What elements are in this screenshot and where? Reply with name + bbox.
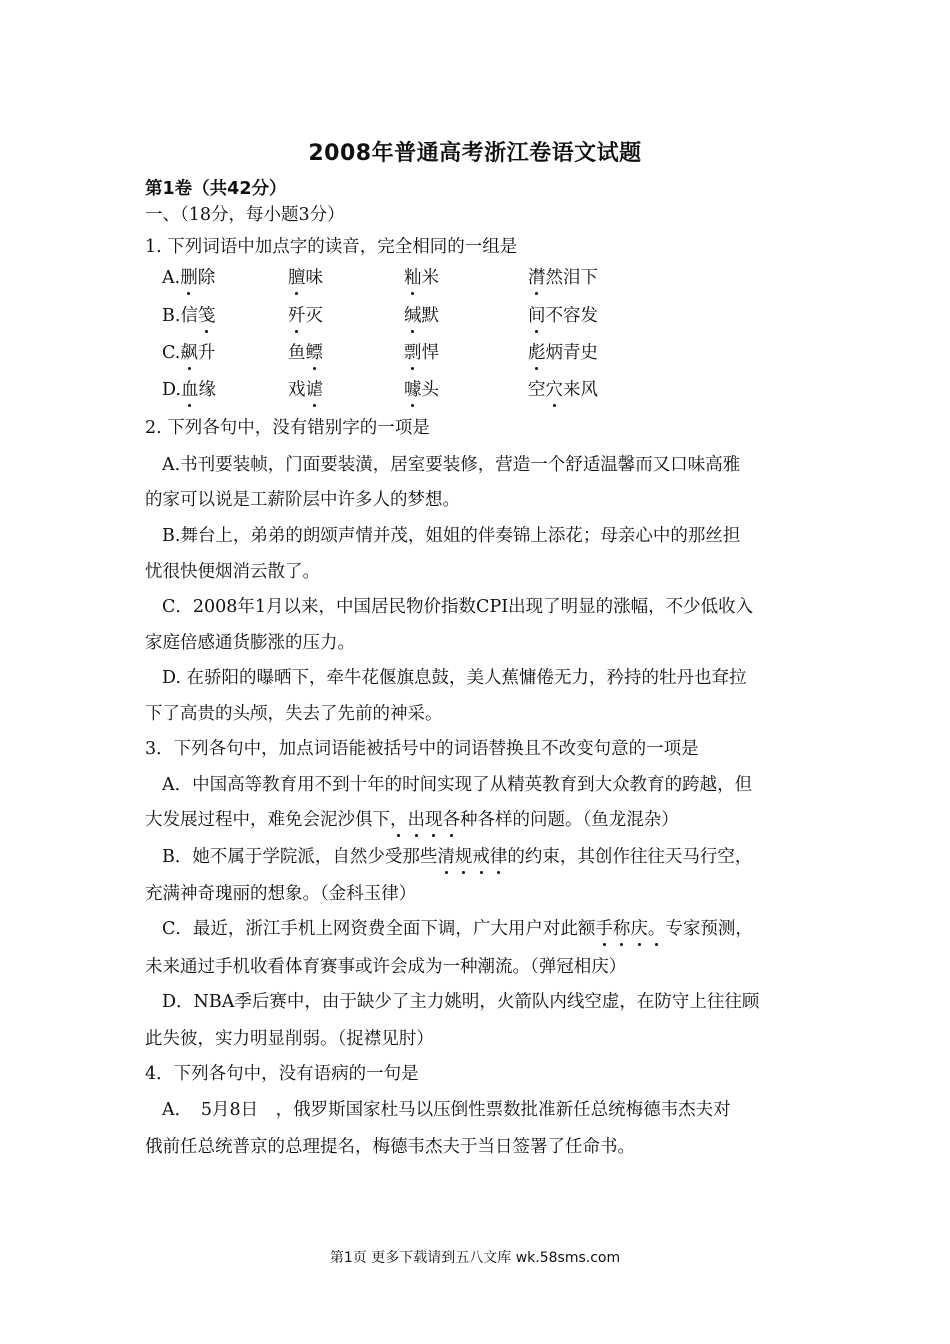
emphasis-dot-char: 删 bbox=[180, 268, 198, 288]
q2-option-d-line-2: 下了高贵的头颅，失去了先前的神采。 bbox=[145, 704, 443, 724]
emphasis-dot-char: 血 bbox=[181, 380, 199, 400]
q1-option-b-word-1: B.信笺 bbox=[162, 306, 216, 326]
q2-option-a-line-2: 的家可以说是工薪阶层中许多人的梦想。 bbox=[145, 490, 460, 510]
emphasis-dot-char: 间 bbox=[528, 306, 546, 326]
emphasis-dot-char: 谑 bbox=[305, 380, 323, 400]
emphasis-dot-char: 笺 bbox=[197, 306, 216, 326]
emphasis-dot-char: 鳔 bbox=[305, 343, 323, 363]
emphasis-dot-char: 。 bbox=[647, 919, 666, 939]
volume-heading: 第1卷（共42分） bbox=[145, 179, 287, 199]
q2-option-c-line-1: C．2008年1月以来，中国居民物价指数CPI出现了明显的涨幅，不少低收入 bbox=[162, 597, 754, 617]
emphasis-dot-char: 潸 bbox=[528, 268, 546, 288]
question-2-stem: 2. 下列各句中，没有错别字的一项是 bbox=[145, 418, 430, 438]
q1-option-a-word-2: 膻味 bbox=[288, 268, 323, 288]
q2-option-b-line-2: 忧很快便烟消云散了。 bbox=[145, 562, 320, 582]
emphasis-dot-char: 手 bbox=[595, 919, 613, 939]
emphasis-dot-char: 歼 bbox=[288, 306, 306, 326]
emphasis-dot-char: 剽 bbox=[404, 343, 422, 363]
emphasis-dot-char: ， bbox=[390, 810, 408, 830]
emphasis-dot-char: 穴 bbox=[545, 380, 563, 400]
q3-option-c-line-2: 未来通过手机收看体育赛事或许会成为一种潮流。（弹冠相庆） bbox=[145, 957, 627, 977]
q3-option-b-line-1: B．她不属于学院派，自然少受那些清规戒律的约束，其创作往往天马行空， bbox=[162, 847, 753, 867]
q1-option-a-word-1: A.删除 bbox=[162, 268, 216, 288]
question-1-stem: 1. 下列词语中加点字的读音，完全相同的一组是 bbox=[145, 237, 518, 257]
q3-option-a-line-1: A．中国高等教育用不到十年的时间实现了从精英教育到大众教育的跨越，但 bbox=[162, 775, 753, 795]
q3-option-c-line-1: C．最近，浙江手机上网资费全面下调，广大用户对此额手称庆。专家预测， bbox=[162, 919, 753, 939]
q1-option-b-word-4: 间不容发 bbox=[528, 306, 598, 326]
q1-option-c-word-4: 彪炳青史 bbox=[528, 343, 598, 363]
emphasis-dot-char: 清 bbox=[437, 847, 455, 867]
q1-option-d-word-3: 噱头 bbox=[404, 380, 439, 400]
emphasis-dot-char: 彪 bbox=[528, 343, 546, 363]
q4-option-a-line-2: 俄前任总统普京的总理提名，梅德韦杰夫于当日签署了任命书。 bbox=[145, 1137, 635, 1157]
q3-option-b-line-2: 充满神奇瑰丽的想象。（金科玉律） bbox=[145, 884, 417, 904]
q1-option-b-word-2: 歼灭 bbox=[288, 306, 323, 326]
emphasis-dot-char: 飙 bbox=[180, 343, 198, 363]
q1-option-a-word-4: 潸然泪下 bbox=[528, 268, 598, 288]
emphasis-dot-char: 庆 bbox=[630, 919, 648, 939]
emphasis-dot-char: 称 bbox=[612, 919, 631, 939]
emphasis-dot-char: 现 bbox=[425, 810, 443, 830]
emphasis-dot-char: 膻 bbox=[288, 268, 306, 288]
q1-option-b-word-3: 缄默 bbox=[404, 306, 439, 326]
q4-option-a-line-1: A． 5月8日 ，俄罗斯国家杜马以压倒性票数批准新任总统梅德韦杰夫对 bbox=[162, 1100, 731, 1120]
q1-option-a-word-3: 籼米 bbox=[404, 268, 439, 288]
emphasis-dot-char: 戒 bbox=[472, 847, 490, 867]
q1-option-d-word-2: 戏谑 bbox=[288, 380, 323, 400]
q1-option-c-word-1: C.飙升 bbox=[162, 343, 216, 363]
emphasis-dot-char: 籼 bbox=[404, 268, 422, 288]
emphasis-dot-char: 各 bbox=[442, 810, 460, 830]
q1-option-c-word-3: 剽悍 bbox=[404, 343, 439, 363]
q3-option-d-line-2: 此失彼，实力明显削弱。（捉襟见肘） bbox=[145, 1029, 434, 1049]
q2-option-a-line-1: A.书刊要装帧，门面要装潢，居室要装修，营造一个舒适温馨而又口味高雅 bbox=[162, 455, 741, 475]
emphasis-dot-char: 律 bbox=[489, 847, 508, 867]
question-3-stem: 3．下列各句中，加点词语能被括号中的词语替换且不改变句意的一项是 bbox=[145, 739, 699, 759]
q2-option-d-line-1: D. 在骄阳的曝晒下，牵牛花偃旗息鼓，美人蕉慵倦无力，矜持的牡丹也耷拉 bbox=[162, 668, 747, 688]
q3-option-d-line-1: D．NBA季后赛中，由于缺少了主力姚明，火箭队内线空虚，在防守上往往顾 bbox=[162, 992, 760, 1012]
question-4-stem: 4．下列各句中，没有语病的一句是 bbox=[145, 1064, 419, 1084]
page-footer: 第1页 更多下载请到五八文库 wk.58sms.com bbox=[329, 1250, 621, 1266]
q1-option-d-word-4: 空穴来风 bbox=[528, 380, 598, 400]
page-title: 2008年普通高考浙江卷语文试题 bbox=[308, 141, 642, 166]
q1-option-d-word-1: D.血缘 bbox=[162, 380, 216, 400]
q3-option-a-line-2: 大发展过程中，难免会泥沙俱下，出现各种各样的问题。（鱼龙混杂） bbox=[145, 810, 679, 830]
emphasis-dot-char: 规 bbox=[454, 847, 473, 867]
emphasis-dot-char: 出 bbox=[407, 810, 425, 830]
q1-option-c-word-2: 鱼鳔 bbox=[288, 343, 323, 363]
emphasis-dot-char: 缄 bbox=[404, 306, 422, 326]
emphasis-dot-char: 噱 bbox=[404, 380, 422, 400]
q2-option-c-line-2: 家庭倍感通货膨涨的压力。 bbox=[145, 633, 355, 653]
q2-option-b-line-1: B.舞台上，弟弟的朗颂声情并茂，姐姐的伴奏锦上添花；母亲心中的那丝担 bbox=[162, 526, 741, 546]
section-heading: 一、（18分，每小题3分） bbox=[145, 205, 345, 225]
